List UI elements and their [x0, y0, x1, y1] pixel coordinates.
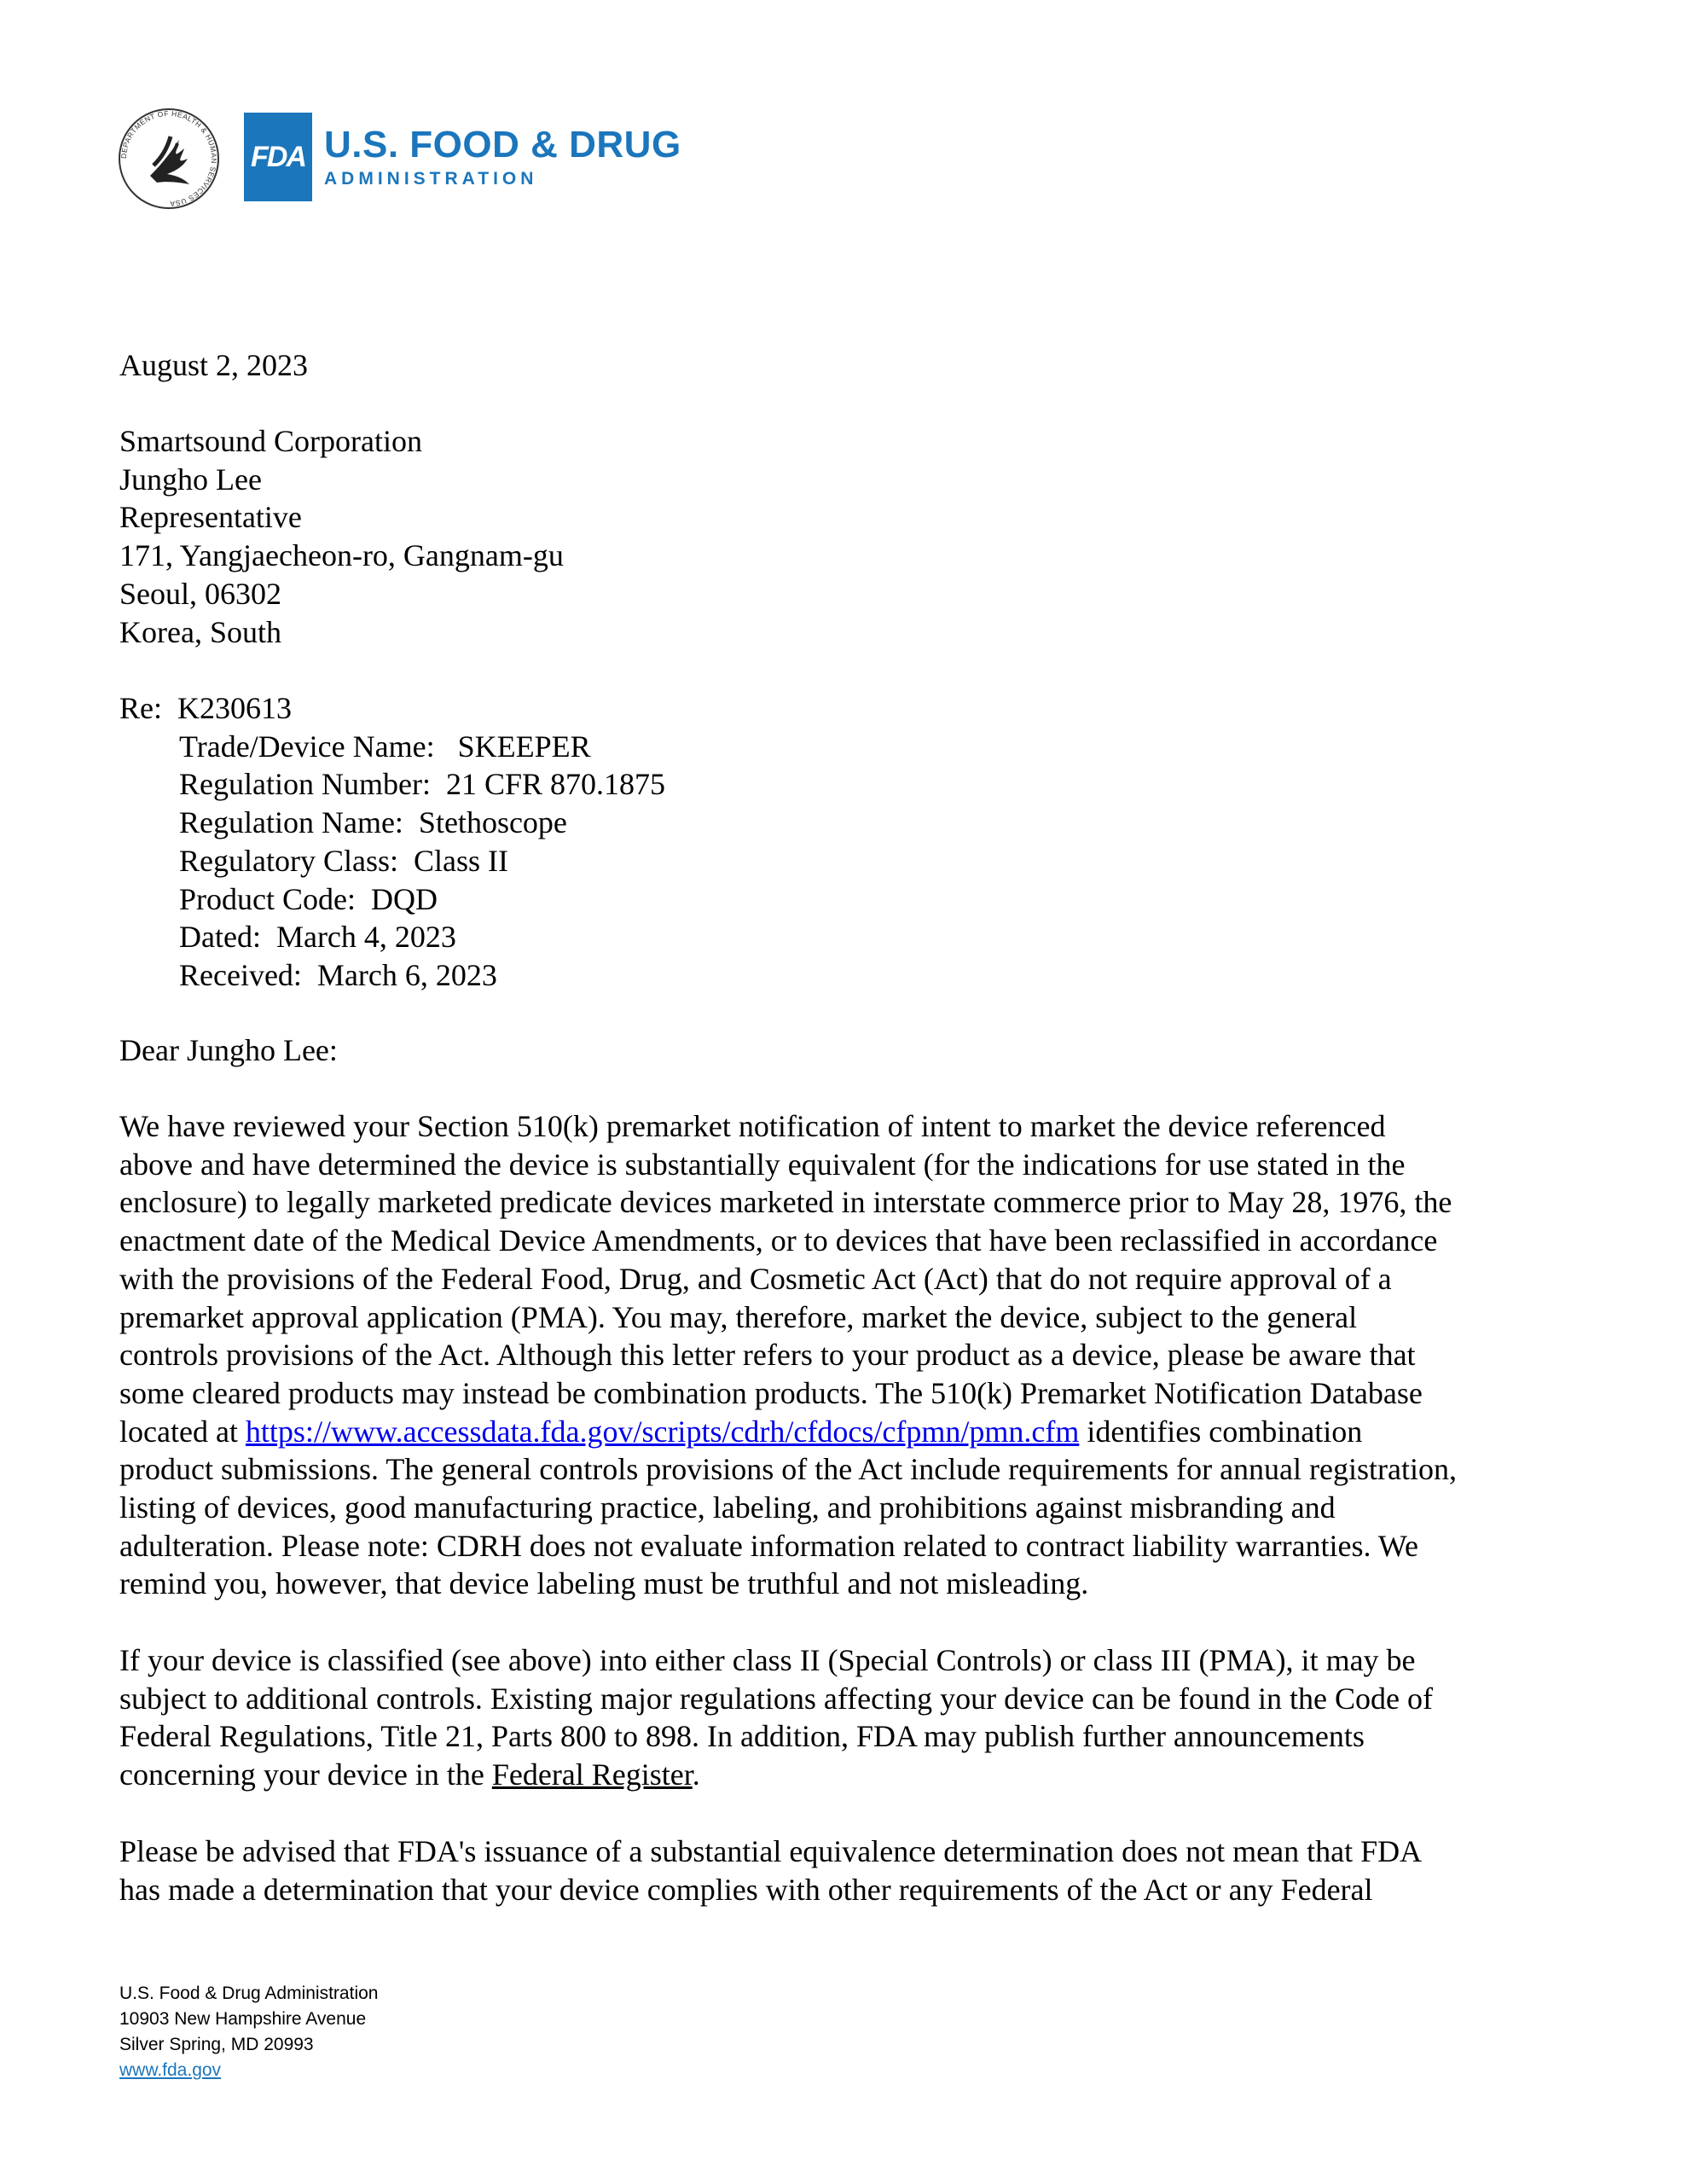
- paragraph-line: some cleared products may instead be combination products. The 510(k) Premarket Notification Database: [119, 1375, 1423, 1410]
- recipient-address-line2: Seoul, 06302: [119, 576, 282, 611]
- fda-logo-name: U.S. FOOD & DRUG: [324, 124, 681, 166]
- re-regulation-name: Regulation Name: Stethoscope: [179, 805, 567, 840]
- paragraph-line: with the provisions of the Federal Food, Drug, and Cosmetic Act (Act) that do not require approval of a: [119, 1261, 1392, 1296]
- recipient-address-line1: 171, Yangjaecheon-ro, Gangnam-gu: [119, 538, 564, 573]
- letter-date: August 2, 2023: [119, 348, 309, 382]
- paragraph-line: above and have determined the device is substantially equivalent (for the indications for use stated in the: [119, 1147, 1406, 1182]
- recipient-country: Korea, South: [119, 614, 281, 649]
- footer-street: 10903 New Hampshire Avenue: [119, 2009, 367, 2029]
- recipient-name: Jungho Lee: [119, 462, 262, 497]
- paragraph-line: has made a determination that your device complies with other requirements of the Act or any Federal: [119, 1872, 1373, 1907]
- re-regulation-number: Regulation Number: 21 CFR 870.1875: [179, 767, 665, 802]
- federal-register-suffix: .: [692, 1757, 700, 1792]
- paragraph-line: remind you, however, that device labeling must be truthful and not misleading.: [119, 1566, 1089, 1601]
- footer-agency: U.S. Food & Drug Administration: [119, 1984, 379, 2003]
- paragraph-line: subject to additional controls. Existing major regulations affecting your device can be found in the Code of: [119, 1681, 1433, 1716]
- paragraph-line: listing of devices, good manufacturing practice, labeling, and prohibitions against misbranding and: [119, 1490, 1336, 1525]
- fda-logo-box: FDA: [244, 113, 312, 201]
- federal-register-text: Federal Register: [491, 1757, 693, 1792]
- fda-logo: [244, 113, 681, 201]
- re-received: Received: March 6, 2023: [179, 957, 497, 992]
- re-trade-name: Trade/Device Name: SKEEPER: [179, 729, 591, 764]
- paragraph-line: product submissions. The general controls provisions of the Act include requirements for annual registration,: [119, 1452, 1457, 1487]
- re-number: Re: K230613: [119, 691, 292, 725]
- paragraph-line: enactment date of the Medical Device Amendments, or to devices that have been reclassified in accordance: [119, 1223, 1438, 1258]
- letter-date-block: [119, 346, 1586, 385]
- paragraph-1: [119, 1107, 1586, 1603]
- seal-text: DEPARTMENT OF HEALTH & HUMAN SERVICES USA: [119, 108, 219, 209]
- federal-register-prefix: concerning your device in the: [119, 1757, 492, 1792]
- fda-logo-subtitle: ADMINISTRATION: [324, 169, 538, 189]
- footer-address: [119, 1981, 378, 2083]
- re-regulatory-class: Regulatory Class: Class II: [179, 843, 508, 878]
- footer-website-link[interactable]: www.fda.gov: [119, 2060, 222, 2080]
- paragraph-line: If your device is classified (see above) into either class II (Special Controls) or class III (PMA), it may be: [119, 1643, 1416, 1677]
- re-product-code: Product Code: DQD: [179, 881, 438, 916]
- paragraph-line: enclosure) to legally marketed predicate devices marketed in interstate commerce prior to May 28, 1976, the: [119, 1185, 1452, 1220]
- paragraph-line: controls provisions of the Act. Although this letter refers to your product as a device, please be aware that: [119, 1338, 1416, 1373]
- paragraph-3: [119, 1833, 1586, 1908]
- recipient-address: [119, 422, 1586, 651]
- paragraph-line: premarket approval application (PMA). You may, therefore, market the device, subject to the general: [119, 1299, 1358, 1334]
- paragraph-link-line: [119, 1413, 1586, 1451]
- paragraph-line: We have reviewed your Section 510(k) premarket notification of intent to market the device referenced: [119, 1109, 1386, 1143]
- hhs-seal-logo: [116, 106, 222, 212]
- reference-block: [119, 689, 1586, 995]
- recipient-company: Smartsound Corporation: [119, 424, 422, 458]
- recipient-title: Representative: [119, 500, 302, 535]
- paragraph-line: adulteration. Please note: CDRH does not evaluate information related to contract liability warranties. We: [119, 1528, 1418, 1563]
- salutation-block: [119, 1031, 1586, 1070]
- salutation: Dear Jungho Lee:: [119, 1033, 338, 1067]
- link-prefix: located at: [119, 1414, 246, 1449]
- footer-city: Silver Spring, MD 20993: [119, 2035, 314, 2054]
- paragraph-line: Federal Regulations, Title 21, Parts 800 to 898. In addition, FDA may publish further announcements: [119, 1719, 1365, 1754]
- link-suffix: identifies combination: [1079, 1414, 1363, 1449]
- re-dated: Dated: March 4, 2023: [179, 920, 456, 955]
- paragraph-2: [119, 1641, 1586, 1794]
- pmn-database-link[interactable]: https://www.accessdata.fda.gov/scripts/cdrh/cfdocs/cfpmn/pmn.cfm: [245, 1414, 1080, 1449]
- paragraph-line: Please be advised that FDA's issuance of a substantial equivalence determination does not mean that FDA: [119, 1834, 1423, 1868]
- paragraph-line-federal-register: [119, 1756, 1586, 1794]
